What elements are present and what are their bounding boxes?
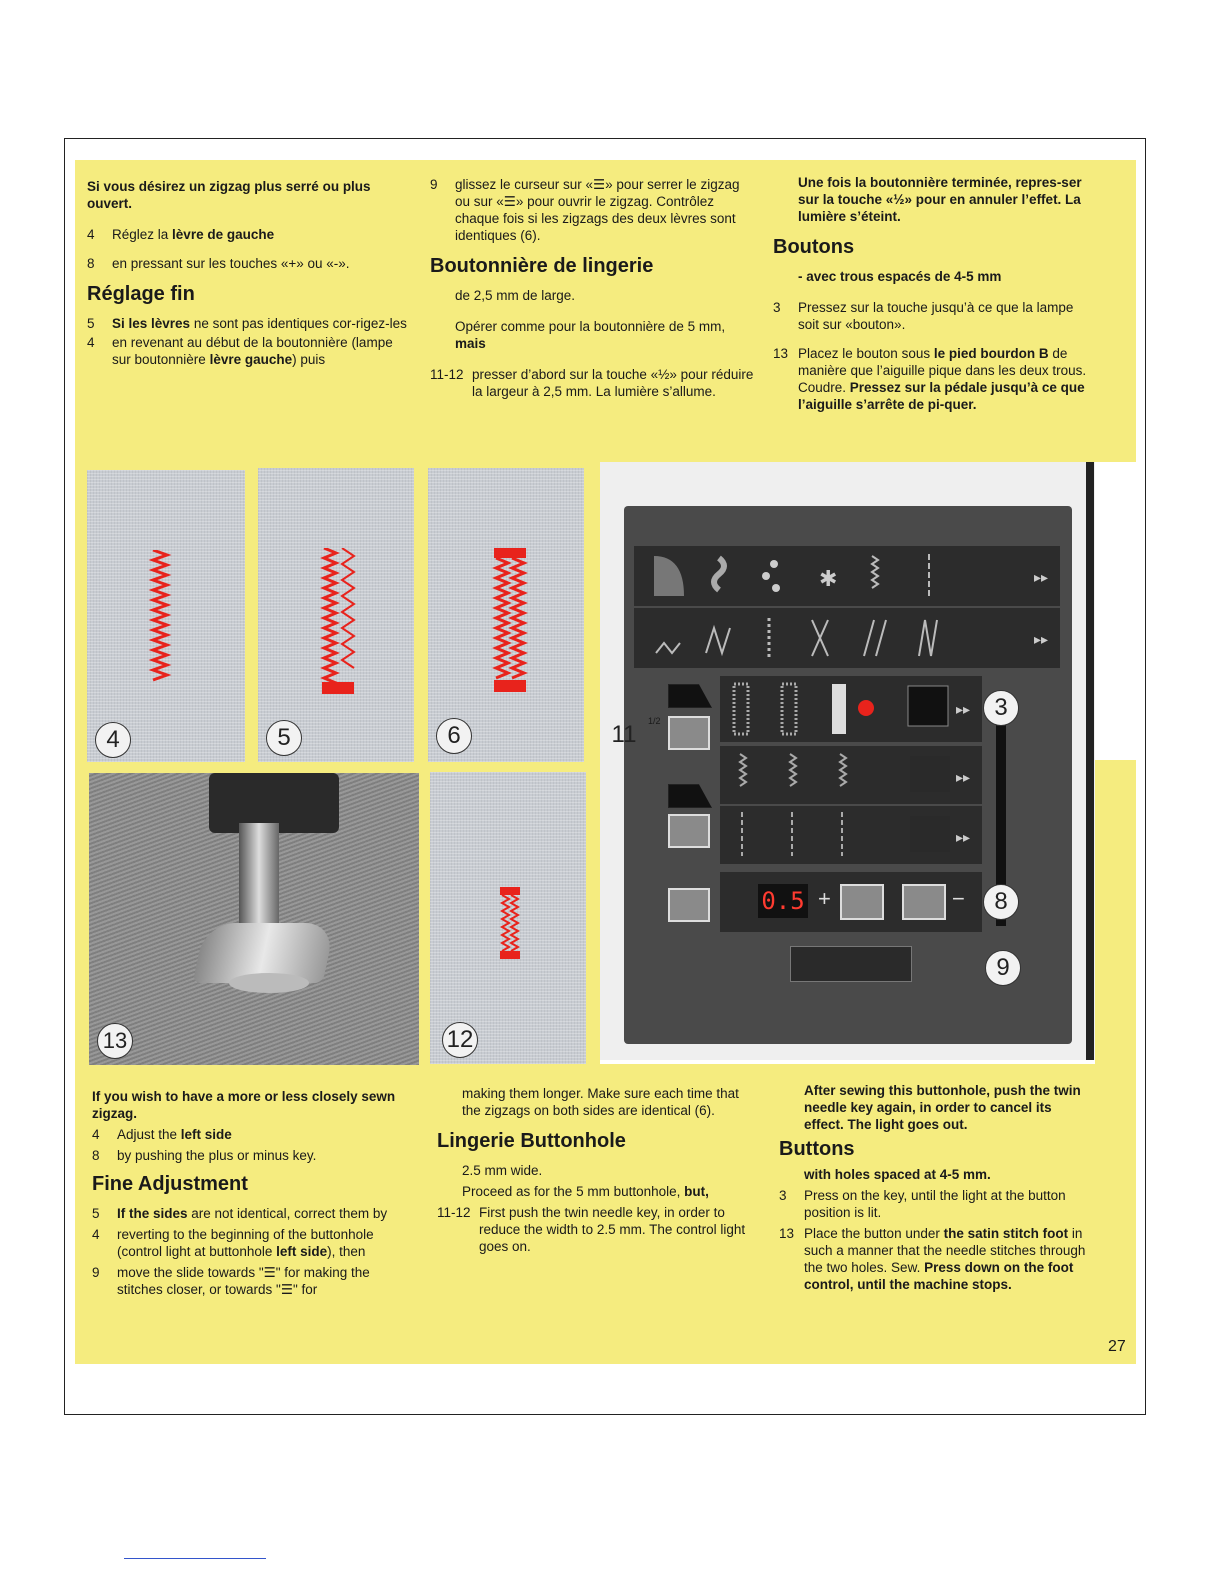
figure-number-3: 3 [983,690,1019,726]
fr-lead: Si vous désirez un zigzag plus serré ou plus ouvert. [87,179,371,211]
display-row [720,872,982,932]
svg-text:▸▸: ▸▸ [1034,570,1049,586]
en-heading-fine: Fine Adjustment [92,1173,248,1195]
buttonhole-icons [720,676,982,742]
reverse-key[interactable] [668,888,710,922]
fr-operate: Opérer comme pour la boutonnière de 5 mm, mais [455,319,726,351]
fr-column-1 [87,178,407,380]
fr-step-8: 8 en pressant sur les touches «+» ou «-». [87,256,350,271]
fr-step-4b: 4 en revenant au début de la boutonnière (lampe sur boutonnière lèvre gauche) puis [87,335,393,367]
page-number: 27 [1108,1338,1126,1355]
plus-key[interactable] [840,884,884,920]
fr-step-3: 3 Pressez sur la touche jusqu’à ce que la lampe soit sur «bouton». [773,300,1074,332]
photo-13 [89,773,419,1065]
panel-edge [1086,462,1094,1060]
fr-column-2 [430,176,755,412]
en-width: 2.5 mm wide. [462,1163,543,1178]
en-step-3: 3 Press on the key, until the light at the button position is lit. [779,1188,1066,1220]
pattern-icons-top [634,546,1060,606]
en-heading-buttons: Buttons [779,1138,855,1160]
figure-number-11: 11 [611,721,637,748]
right-yellow-strip [1095,760,1136,1064]
stitch-icons-a [720,746,982,804]
pattern-row-second [634,608,1060,668]
fr-column-3 [773,174,1091,425]
pattern-row-top [634,546,1060,606]
figure-number-5: 5 [266,720,302,756]
en-heading-lingerie: Lingerie Buttonhole [437,1130,626,1152]
zigzag-stitch-5 [318,548,358,698]
figure-number-9: 9 [985,950,1021,986]
figure-number-13: 13 [97,1023,133,1059]
fr-step-11-12: 11-12 presser d’abord sur la touche «½» pour réduire la largeur à 2,5 mm. La lumière s’allume. [430,367,754,399]
en-step-4: 4 Adjust the left side [92,1127,232,1142]
photo-6 [428,468,584,762]
en-step-13: 13 Place the button under the satin stitch foot in such a manner that the needle stitches through the two holes. Sew. Press down on the foot control, until the machine stops. [779,1226,1086,1292]
density-slide[interactable] [790,946,912,982]
twin-needle-key[interactable] [668,716,710,750]
buttonhole-row [720,676,982,742]
svg-text:▸▸: ▸▸ [956,702,971,718]
fr-step-9: 9 glissez le curseur sur «☰» pour serrer le zigzag ou sur «☰» pour ouvrir le zigzag. Contrôlez chaque fois si les zigzags des deux lèvres sont identiques (6). [430,177,740,243]
fr-width: de 2,5 mm de large. [455,288,576,303]
twin-needle-indicator [668,684,712,708]
svg-text:▸▸: ▸▸ [956,770,971,786]
fr-step-5: 5 Si les lèvres ne sont pas identiques cor-rigez-les [87,316,407,331]
stitch-icons-b [720,806,982,864]
button-disc [229,973,309,993]
en-step-8: 8 by pushing the plus or minus key. [92,1148,317,1163]
photo-5 [258,468,414,762]
minus-label: − [952,886,965,911]
en-step-4b: 4 reverting to the beginning of the buttonhole (control light at buttonhole left side), then [92,1227,374,1259]
fr-heading-reglage: Réglage fin [87,283,195,305]
en-making-longer: making them longer. Make sure each time that the zigzags on both sides are identical (6). [462,1086,739,1118]
figure-number-12: 12 [442,1022,478,1058]
en-column-2 [437,1085,759,1267]
en-proceed: Proceed as for the 5 mm buttonhole, but, [462,1184,709,1199]
plus-label: + [818,886,831,911]
en-holes: with holes spaced at 4-5 mm. [804,1167,991,1182]
figure-number-6: 6 [436,718,472,754]
stitch-width-display: 0.5 [758,884,808,918]
figure-number-4: 4 [95,722,131,758]
fr-heading-boutons: Boutons [773,236,855,258]
stitch-row-a [720,746,982,804]
en-column-1 [92,1088,414,1310]
svg-text:▸▸: ▸▸ [1034,632,1049,648]
en-step-11-12: 11-12 First push the twin needle key, in order to reduce the width to 2.5 mm. The control light goes on. [437,1205,746,1254]
figure-number-8: 8 [983,884,1019,920]
pattern-icons-second [634,608,1060,668]
en-step-9: 9 move the slide towards "☰" for making the stitches closer, or towards "☰" for [92,1265,370,1297]
en-lead-3: After sewing this buttonhole, push the twin needle key again, in order to cancel its effect. The light goes out. [804,1083,1081,1132]
fr-lead-3: Une fois la boutonnière terminée, repres-ser sur la touche «½» pour en annuler l’effet. La lumière s’éteint. [798,175,1082,224]
stitch-key[interactable] [668,814,710,848]
svg-text:✱: ✱ [819,567,838,592]
minus-key[interactable] [902,884,946,920]
fr-holes: - avec trous espacés de 4-5 mm [798,269,1002,284]
photo-12 [430,772,586,1064]
presser-foot-shank [239,823,279,933]
fr-step-13: 13 Placez le bouton sous le pied bourdon B de manière que l’aiguille pique dans les deux trous. Coudre. Pressez sur la pédale jusqu’à ce que l’aiguille s’arrête de pi-quer. [773,346,1087,412]
zigzag-stitch-6 [490,548,530,698]
fr-heading-lingerie: Boutonnière de lingerie [430,255,654,277]
zigzag-stitch-4 [145,550,175,690]
zigzag-stitch-12 [498,887,522,962]
stitch-row-b [720,806,982,864]
en-step-5: 5 If the sides are not identical, correct them by [92,1206,388,1221]
fr-step-4: 4 Réglez la lèvre de gauche [87,227,275,242]
en-lead: If you wish to have a more or less closely sewn zigzag. [92,1089,396,1121]
twin-needle-label: 1/2 [648,716,661,726]
footer-rule [124,1558,266,1559]
en-column-3 [779,1082,1091,1305]
plus-indicator [668,784,712,808]
svg-text:▸▸: ▸▸ [956,830,971,846]
photo-4 [87,470,245,762]
